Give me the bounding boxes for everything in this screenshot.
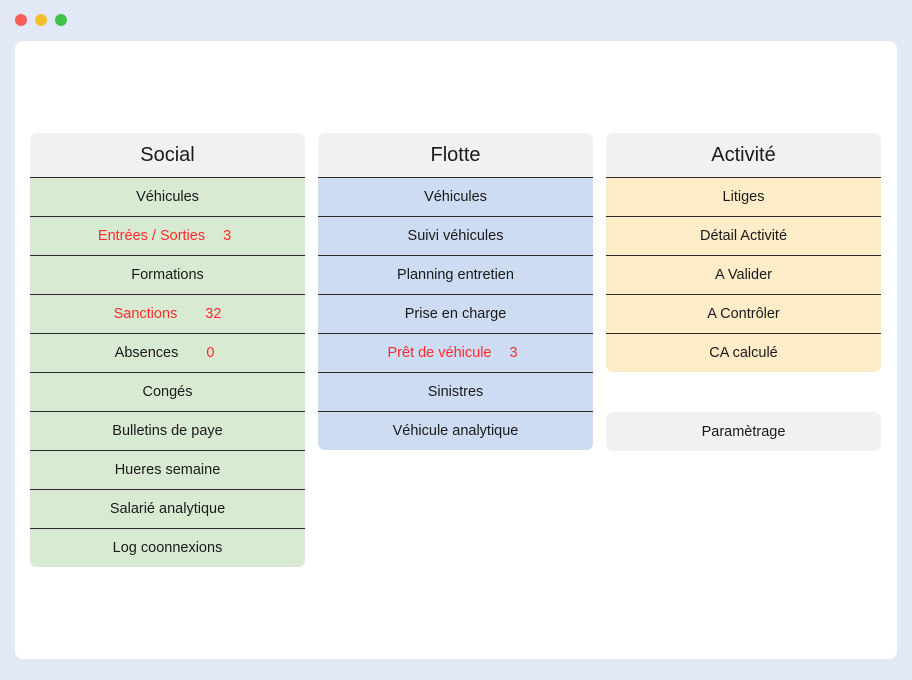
menu-item-label: Détail Activité	[699, 228, 788, 244]
activite-item-a-controler[interactable]	[606, 295, 881, 334]
parametrage-button[interactable]: Paramètrage	[606, 412, 881, 451]
social-item-sanctions[interactable]	[30, 295, 305, 334]
flotte-item-vehicules[interactable]	[318, 178, 593, 217]
flotte-item-prise-en-charge[interactable]	[318, 295, 593, 334]
social-item-salarie-analytique[interactable]	[30, 490, 305, 529]
menu-item-count-badge: 32	[205, 306, 222, 322]
app-window	[15, 41, 897, 659]
flotte-item-sinistres[interactable]	[318, 373, 593, 412]
social-item-bulletins-de-paye[interactable]	[30, 412, 305, 451]
social-item-log-connexions[interactable]	[30, 529, 305, 567]
social-item-entrees-sorties[interactable]	[30, 217, 305, 256]
menu-item-label: Absences	[114, 345, 179, 361]
flotte-item-vehicule-analytique[interactable]	[318, 412, 593, 450]
menu-item-count-badge: 0	[206, 345, 215, 361]
menu-item-label: Véhicules	[136, 189, 199, 205]
social-item-heures-semaine[interactable]	[30, 451, 305, 490]
window-controls	[15, 14, 67, 26]
menu-item-label: Salarié analytique	[109, 501, 226, 517]
activite-column-title: Activité	[606, 133, 881, 178]
menu-item-label: Prise en charge	[404, 306, 507, 322]
menu-item-label: Litiges	[722, 189, 765, 205]
social-item-conges[interactable]	[30, 373, 305, 412]
menu-item-label: Sinistres	[427, 384, 484, 400]
close-window-icon[interactable]	[15, 14, 27, 26]
menu-item-label: Entrées / Sorties	[97, 228, 206, 244]
menu-item-label: Planning entretien	[397, 267, 514, 283]
activite-column	[606, 133, 881, 372]
menu-item-label: Prêt de véhicule	[387, 345, 492, 361]
menu-item-label: Congés	[142, 384, 193, 400]
flotte-column	[318, 133, 593, 450]
menu-item-count-badge: 3	[509, 345, 518, 361]
menu-item-label: Véhicule analytique	[392, 423, 519, 439]
menu-item-label: A Valider	[715, 267, 772, 283]
social-column-title: Social	[30, 133, 305, 178]
menu-item-label: Bulletins de paye	[112, 423, 223, 439]
activite-item-ca-calcule[interactable]	[606, 334, 881, 372]
flotte-item-planning-entretien[interactable]	[318, 256, 593, 295]
menu-item-label: Suivi véhicules	[407, 228, 504, 244]
social-column	[30, 133, 305, 567]
activite-item-litiges[interactable]	[606, 178, 881, 217]
menu-item-label: Log coonnexions	[112, 540, 223, 556]
menu-item-label: Véhicules	[424, 189, 487, 205]
maximize-window-icon[interactable]	[55, 14, 67, 26]
menu-item-label: Sanctions	[113, 306, 178, 322]
menu-item-label: A Contrôler	[707, 306, 780, 322]
menu-item-count-badge: 3	[223, 228, 232, 244]
flotte-item-suivi-vehicules[interactable]	[318, 217, 593, 256]
activite-item-a-valider[interactable]	[606, 256, 881, 295]
menu-item-label: CA calculé	[709, 345, 778, 361]
social-item-absences[interactable]	[30, 334, 305, 373]
menu-item-label: Formations	[131, 267, 204, 283]
menu-item-label: Hueres semaine	[114, 462, 221, 478]
flotte-item-pret-de-vehicule[interactable]	[318, 334, 593, 373]
minimize-window-icon[interactable]	[35, 14, 47, 26]
social-item-formations[interactable]	[30, 256, 305, 295]
activite-item-detail-activite[interactable]	[606, 217, 881, 256]
social-item-vehicules[interactable]	[30, 178, 305, 217]
flotte-column-title: Flotte	[318, 133, 593, 178]
